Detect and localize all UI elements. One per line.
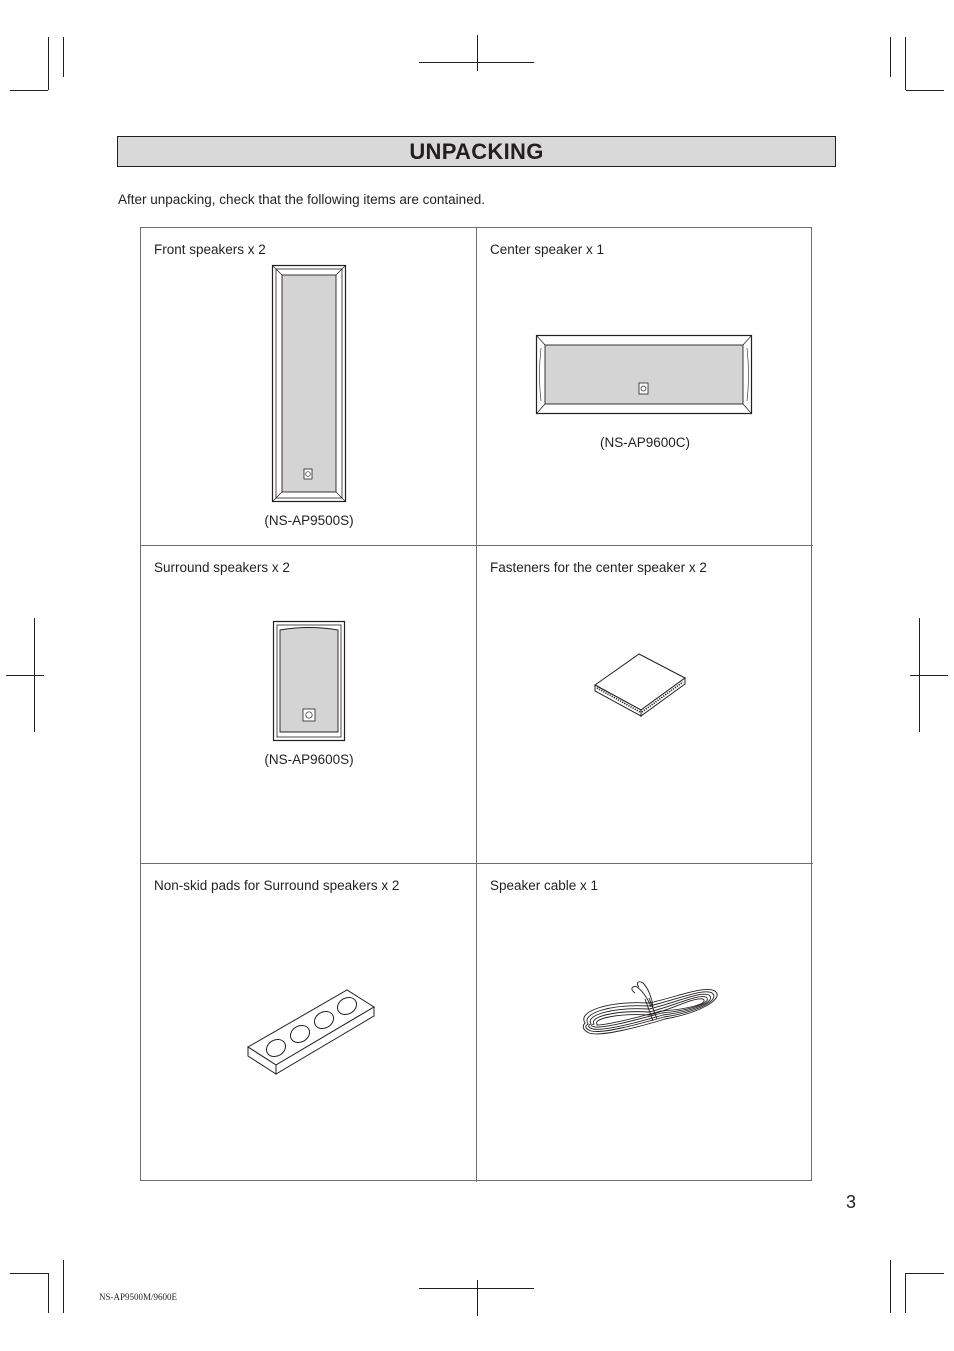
page-number: 3 <box>846 1192 857 1212</box>
front-speaker-illustration <box>271 264 347 504</box>
item-center-speaker <box>477 228 813 546</box>
fastener-pad-illustration <box>593 652 687 718</box>
item-label: Center speaker x 1 <box>490 242 605 257</box>
contents-table <box>140 227 812 1181</box>
center-speaker-illustration <box>535 334 755 416</box>
model-number: (NS-AP9500S) <box>264 513 354 528</box>
intro-text: After unpacking, check that the following items are contained. <box>118 192 485 207</box>
model-number: (NS-AP9600S) <box>264 752 354 767</box>
speaker-cable-illustration <box>579 977 723 1043</box>
item-label: Non-skid pads for Surround speakers x 2 <box>154 878 400 893</box>
document-code: NS-AP9500M/9600E <box>99 1292 178 1302</box>
item-non-skid-pads <box>141 864 477 1182</box>
item-label: Front speakers x 2 <box>154 242 266 257</box>
surround-speaker-illustration <box>272 620 346 742</box>
item-surround-speakers <box>141 546 477 864</box>
item-label: Speaker cable x 1 <box>490 878 599 893</box>
item-speaker-cable <box>477 864 813 1182</box>
page-title: UNPACKING <box>409 138 544 164</box>
model-number: (NS-AP9600C) <box>599 435 691 450</box>
section-title-bar <box>117 136 836 167</box>
item-label: Surround speakers x 2 <box>154 560 290 575</box>
non-skid-pad-illustration <box>246 988 376 1078</box>
item-label: Fasteners for the center speaker x 2 <box>490 560 707 575</box>
item-front-speakers <box>141 228 477 546</box>
item-fasteners <box>477 546 813 864</box>
